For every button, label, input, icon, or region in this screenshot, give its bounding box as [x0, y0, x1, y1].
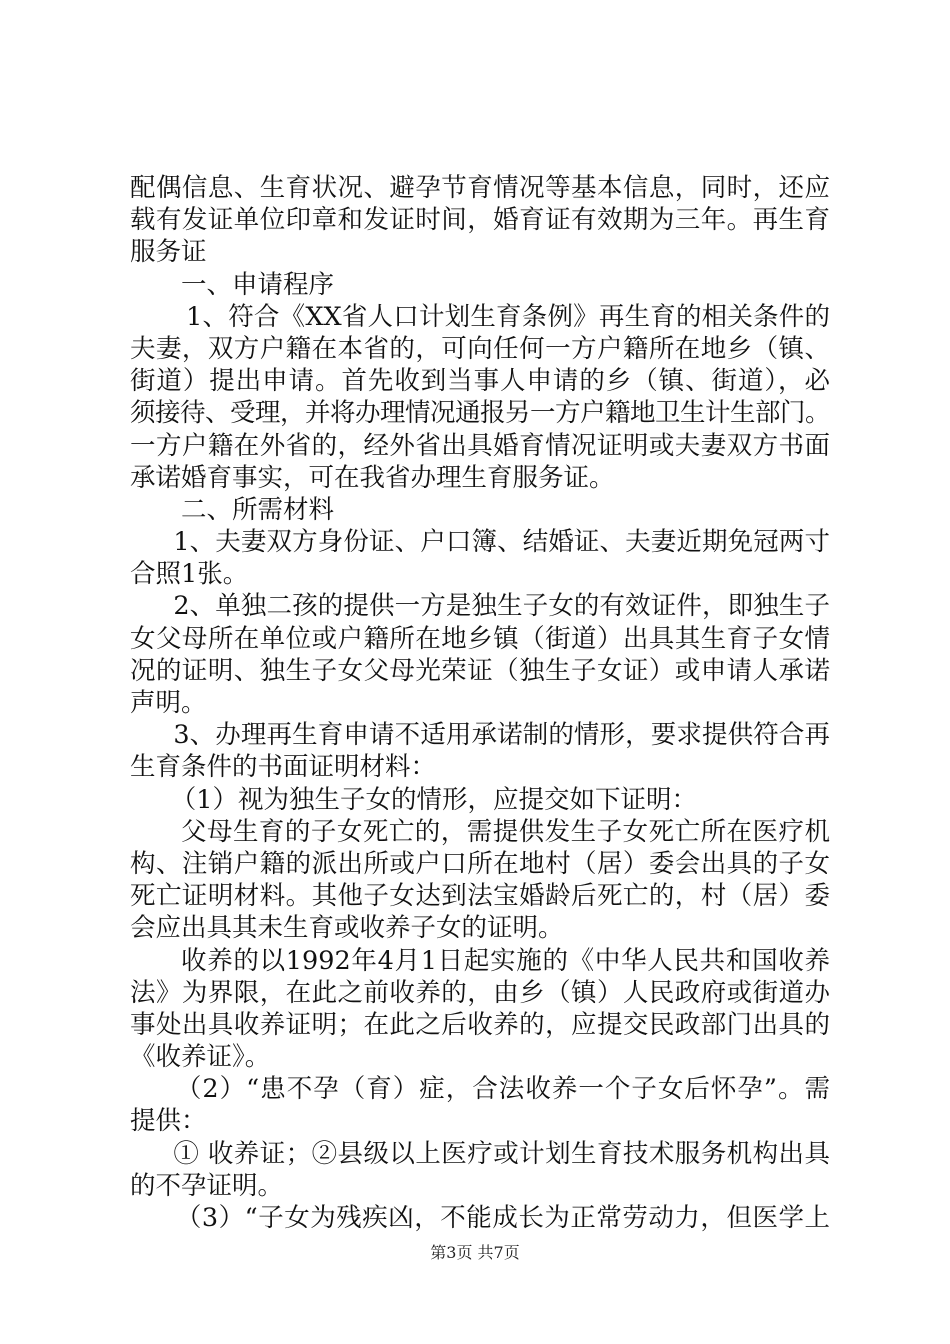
text-line: 构、注销户籍的派出所或户口所在地村（居）委会出具的子女: [130, 848, 830, 879]
text-line: 死亡证明材料。其他子女达到法宝婚龄后死亡的，村（居）委: [130, 881, 830, 912]
text-line: 服务证: [130, 237, 207, 268]
text-line: 夫妻，双方户籍在本省的，可向任何一方户籍所在地乡（镇、: [130, 333, 830, 364]
text-line: 声明。: [130, 688, 207, 718]
text-line: 一、申请程序: [181, 269, 335, 300]
text-line: 生育条件的书面证明材料：: [130, 752, 437, 783]
text-line: 一方户籍在外省的，经外省出具婚育情况证明或夫妻双方书面: [130, 430, 830, 461]
text-line: （3）“子女为残疾凶，不能成长为正常劳动力，但医学上: [175, 1203, 830, 1233]
text-line: 载有发证单位印章和发证时间，婚育证有效期为三年。再生育: [130, 205, 830, 236]
text-line: 2、单独二孩的提供一方是独生子女的有效证件，即独生子: [173, 591, 830, 622]
text-line: 会应出具其未生育或收养子女的证明。: [130, 913, 564, 944]
text-line: 配偶信息、生育状况、避孕节育情况等基本信息，同时，还应: [130, 173, 830, 203]
text-line: 法》为界限，在此之前收养的，由乡（镇）人民政府或街道办: [130, 977, 830, 1008]
text-line: （1）视为独生子女的情形，应提交如下证明：: [170, 784, 698, 815]
text-line: 收养的以1992年4月1日起实施的《中华人民共和国收养: [181, 945, 830, 976]
document-body: [130, 172, 830, 1234]
text-line: 街道）提出申请。首先收到当事人申请的乡（镇、街道），必: [130, 366, 830, 397]
text-line: 的不孕证明。: [130, 1170, 284, 1201]
text-line: 3、办理再生育申请不适用承诺制的情形，要求提供符合再: [173, 720, 830, 751]
text-line: 父母生育的子女死亡的，需提供发生子女死亡所在医疗机: [181, 816, 830, 847]
text-line: 须接待、受理，并将办理情况通报另一方户籍地卫生计生部门。: [130, 398, 830, 429]
text-line: 1、夫妻双方身份证、户口簿、结婚证、夫妻近期免冠两寸: [173, 527, 830, 558]
text-line: 1、符合《XX省人口计划生育条例》再生育的相关条件的: [186, 301, 830, 332]
text-line: ① 收养证；②县级以上医疗或计划生育技术服务机构出具: [173, 1138, 830, 1169]
text-line: 提供：: [130, 1106, 207, 1137]
text-line: 合照1张。: [130, 559, 249, 590]
page-footer: 第3页 共7页: [430, 1243, 520, 1262]
text-line: （2）“患不孕（育）症，合法收养一个子女后怀孕”。需: [175, 1074, 830, 1105]
text-line: 承诺婚育事实，可在我省办理生育服务证。: [130, 462, 615, 493]
text-line: 况的证明、独生子女父母光荣证（独生子女证）或申请人承诺: [130, 655, 830, 686]
text-line: 事处出具收养证明；在此之后收养的，应提交民政部门出具的: [130, 1009, 830, 1040]
text-line: 二、所需材料: [181, 494, 335, 525]
text-line: 女父母所在单位或户籍所在地乡镇（街道）出具其生育子女情: [130, 623, 830, 654]
text-line: 《收养证》。: [130, 1042, 271, 1073]
